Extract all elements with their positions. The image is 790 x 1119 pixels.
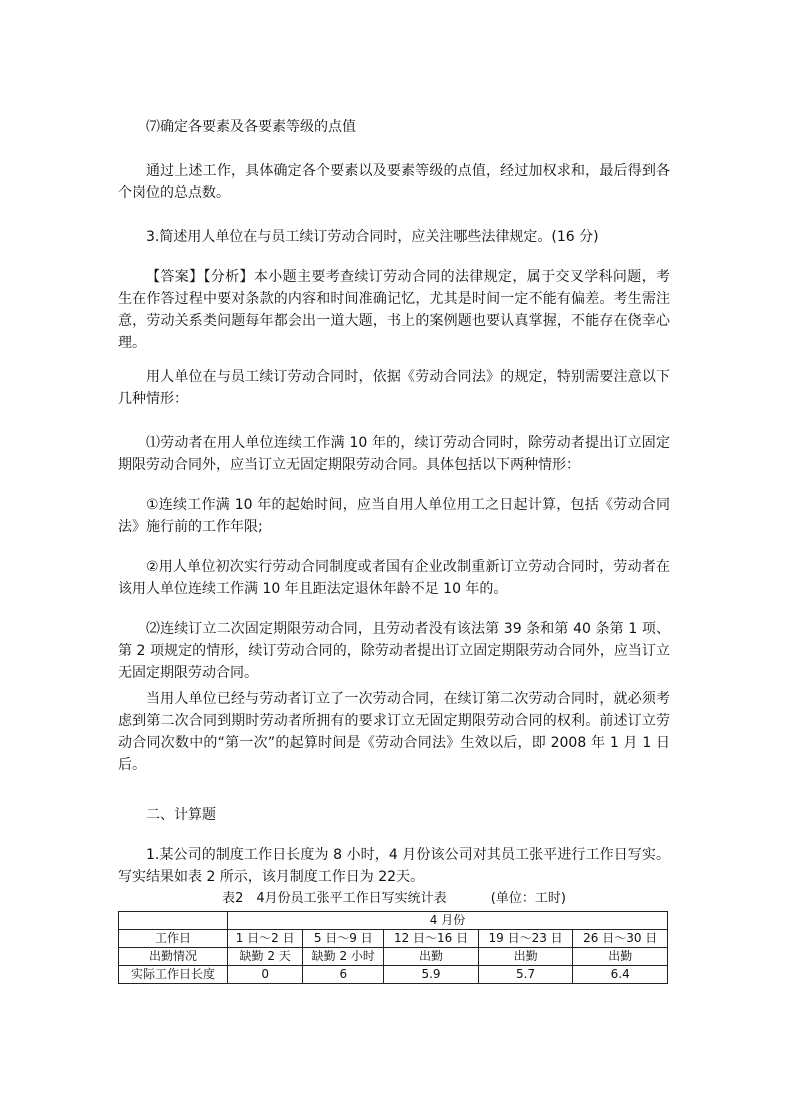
paragraph-case-1-a: ①连续工作满 10 年的起始时间，应当自用人单位用工之日起计算，包括《劳动合同法》施行前的工作年限; — [118, 497, 670, 535]
row-label: 实际工作日长度 — [119, 966, 228, 984]
table-cell: 6 — [303, 966, 384, 984]
table-row-month — [119, 912, 668, 930]
answer-analysis: 【答案】【分析】本小题主要考查续订劳动合同的法律规定，属于交叉学科问题，考生在作答过程中要对条款的内容和时间准确记忆，尤其是时间一定不能有偏差。考生需注意，劳动关系类问题每年都会出一道大题，书上的案例题也要认真掌握，不能存在侥幸心理。 — [118, 269, 670, 351]
question-3: 3.简述用人单位在与员工续订劳动合同时，应关注哪些法律规定。(16 分) — [146, 229, 599, 245]
section-heading-calc: 二、计算题 — [146, 807, 216, 823]
table-cell: 出勤 — [384, 948, 479, 966]
table-cell: 19 日～23 日 — [478, 930, 573, 948]
worktime-table-block — [118, 889, 670, 984]
table-corner-cell — [119, 912, 228, 930]
row-label: 工作日 — [119, 930, 228, 948]
table-row — [119, 930, 668, 948]
table-cell: 缺勤 2 小时 — [303, 948, 384, 966]
table-cell: 6.4 — [573, 966, 668, 984]
table-cell: 缺勤 2 天 — [228, 948, 303, 966]
table-cell: 出勤 — [573, 948, 668, 966]
table-caption — [118, 889, 670, 909]
paragraph-summary: 通过上述工作，具体确定各个要素以及要素等级的点值，经过加权求和，最后得到各个岗位的总点数。 — [118, 163, 670, 201]
table-month-header: 4 月份 — [228, 912, 668, 930]
table-cell: 12 日～16 日 — [384, 930, 479, 948]
paragraph-note: 当用人单位已经与劳动者订立了一次劳动合同，在续订第二次劳动合同时，就必须考虑到第二次合同到期时劳动者所拥有的要求订立无固定期限劳动合同的权利。前述订立劳动合同次数中的“第一次”的起算时间是《劳动合同法》生效以后，即 2008 年 1 月 1 日后。 — [118, 691, 670, 773]
table-row — [119, 948, 668, 966]
table-cell: 1 日～2 日 — [228, 930, 303, 948]
table-cell: 出勤 — [478, 948, 573, 966]
paragraph-case-2: ⑵连续订立二次固定期限劳动合同，且劳动者没有该法第 39 条和第 40 条第 1 项、第 2 项规定的情形，续订劳动合同的，除劳动者提出订立固定期限劳动合同外，应当订立无固定期限劳动合同。 — [118, 621, 670, 681]
calc-question-1: 1.某公司的制度工作日长度为 8 小时，4 月份该公司对其员工张平进行工作日写实。写实结果如表 2 所示，该月制度工作日为 22天。 — [118, 847, 670, 885]
table-cell: 5 日～9 日 — [303, 930, 384, 948]
table-cell: 0 — [228, 966, 303, 984]
paragraph-step-7: ⑺确定各要素及各要素等级的点值 — [146, 119, 356, 135]
table-cell: 5.7 — [478, 966, 573, 984]
table-title: 表2 4月份员工张平工作日写实统计表 — [222, 891, 447, 906]
table-unit: (单位：工时) — [490, 891, 566, 906]
paragraph-case-1: ⑴劳动者在用人单位连续工作满 10 年的，续订劳动合同时，除劳动者提出订立固定期限劳动合同外，应当订立无固定期限劳动合同。具体包括以下两种情形： — [118, 435, 670, 473]
table-row — [119, 966, 668, 984]
paragraph-intro: 用人单位在与员工续订劳动合同时，依据《劳动合同法》的规定，特别需要注意以下几种情形： — [118, 369, 670, 407]
paragraph-case-1-b: ②用人单位初次实行劳动合同制度或者国有企业改制重新订立劳动合同时，劳动者在该用人单位连续工作满 10 年且距法定退休年龄不足 10 年的。 — [118, 559, 670, 597]
worktime-table — [118, 911, 668, 984]
table-cell: 5.9 — [384, 966, 479, 984]
row-label: 出勤情况 — [119, 948, 228, 966]
table-cell: 26 日～30 日 — [573, 930, 668, 948]
